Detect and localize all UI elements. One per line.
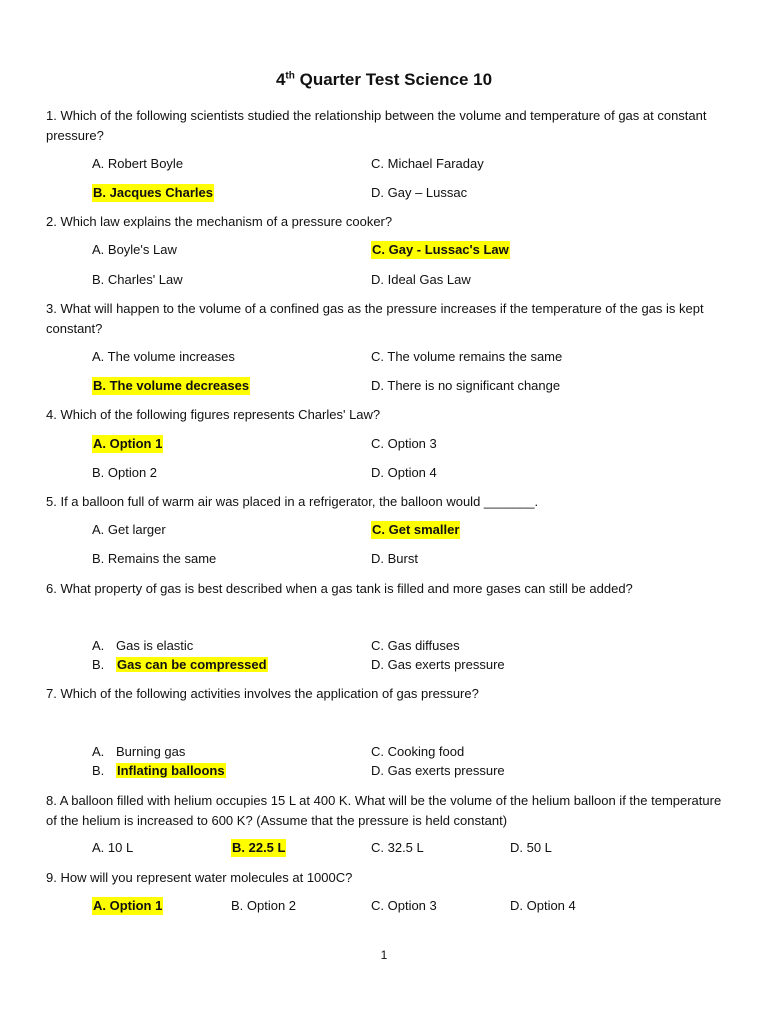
question-8: 8. A balloon filled with helium occupies 15 L at 400 K. What will be the volume of the helium balloon if the temperature of the helium is increased to 600 K? (Assume that the pressure is held constant) (46, 793, 722, 828)
q4-option-c: C. Option 3 (371, 436, 437, 451)
q6-option-a: A. Gas is elastic (92, 638, 194, 653)
question-5: 5. If a balloon full of warm air was placed in a refrigerator, the balloon would _______. (46, 494, 539, 509)
q6-option-c: C. Gas diffuses (371, 638, 460, 653)
q2-option-c-answer: C. Gay - Lussac's Law (372, 242, 509, 257)
q9-option-c: C. Option 3 (371, 898, 437, 913)
q8-option-a: A. 10 L (92, 840, 134, 855)
q5-option-a: A. Get larger (92, 522, 166, 537)
q6-option-b: B. Gas can be compressed (92, 657, 267, 672)
q3-option-b-answer: B. The volume decreases (93, 378, 250, 393)
q7-answer-highlight: Inflating balloons (117, 763, 225, 778)
question-4: 4. Which of the following figures represents Charles' Law? (46, 407, 381, 422)
q9-option-d: D. Option 4 (510, 898, 576, 913)
q6-option-d: D. Gas exerts pressure (371, 657, 505, 672)
q3-option-d: D. There is no significant change (371, 378, 561, 393)
question-1: 1. Which of the following scientists studied the relationship between the volume and temperature of gas at constant pressure? (46, 108, 707, 143)
q5-option-c-answer: C. Get smaller (372, 522, 460, 537)
q1-option-d: D. Gay – Lussac (371, 185, 468, 200)
q7-option-d: D. Gas exerts pressure (371, 763, 505, 778)
q7-option-c: C. Cooking food (371, 744, 465, 759)
question-6: 6. What property of gas is best described when a gas tank is filled and more gases can still be added? (46, 581, 633, 596)
q9-option-a-answer: A. Option 1 (93, 898, 163, 913)
question-7: 7. Which of the following activities involves the application of gas pressure? (46, 686, 479, 701)
q3-option-c: C. The volume remains the same (371, 349, 563, 364)
q5-option-d: D. Burst (371, 551, 418, 566)
q4-option-b: B. Option 2 (92, 465, 158, 480)
q9-option-b: B. Option 2 (231, 898, 297, 913)
question-2: 2. Which law explains the mechanism of a pressure cooker? (46, 214, 393, 229)
page-title: 4th Quarter Test Science 10 (275, 70, 493, 89)
q2-option-b: B. Charles' Law (92, 272, 183, 287)
q6-answer-highlight: Gas can be compressed (117, 657, 267, 672)
q4-option-d: D. Option 4 (371, 465, 437, 480)
q5-option-b: B. Remains the same (92, 551, 217, 566)
q1-option-a: A. Robert Boyle (92, 156, 184, 171)
q1-option-c: C. Michael Faraday (371, 156, 484, 171)
question-9: 9. How will you represent water molecules at 1000C? (46, 870, 353, 885)
q3-option-a: A. The volume increases (92, 349, 235, 364)
q7-option-b: B. Inflating balloons (92, 763, 225, 778)
q1-option-b-answer: B. Jacques Charles (93, 185, 213, 200)
q2-option-d: D. Ideal Gas Law (371, 272, 471, 287)
q7-option-a: A. Burning gas (92, 744, 186, 759)
q4-option-a-answer: A. Option 1 (93, 436, 163, 451)
page-number: 1 (380, 948, 388, 962)
question-3: 3. What will happen to the volume of a confined gas as the pressure increases if the temperature of the gas is kept constant? (46, 301, 704, 336)
q8-option-b-answer: B. 22.5 L (232, 840, 286, 855)
q8-option-d: D. 50 L (510, 840, 552, 855)
q8-option-c: C. 32.5 L (371, 840, 424, 855)
q2-option-a: A. Boyle's Law (92, 242, 177, 257)
